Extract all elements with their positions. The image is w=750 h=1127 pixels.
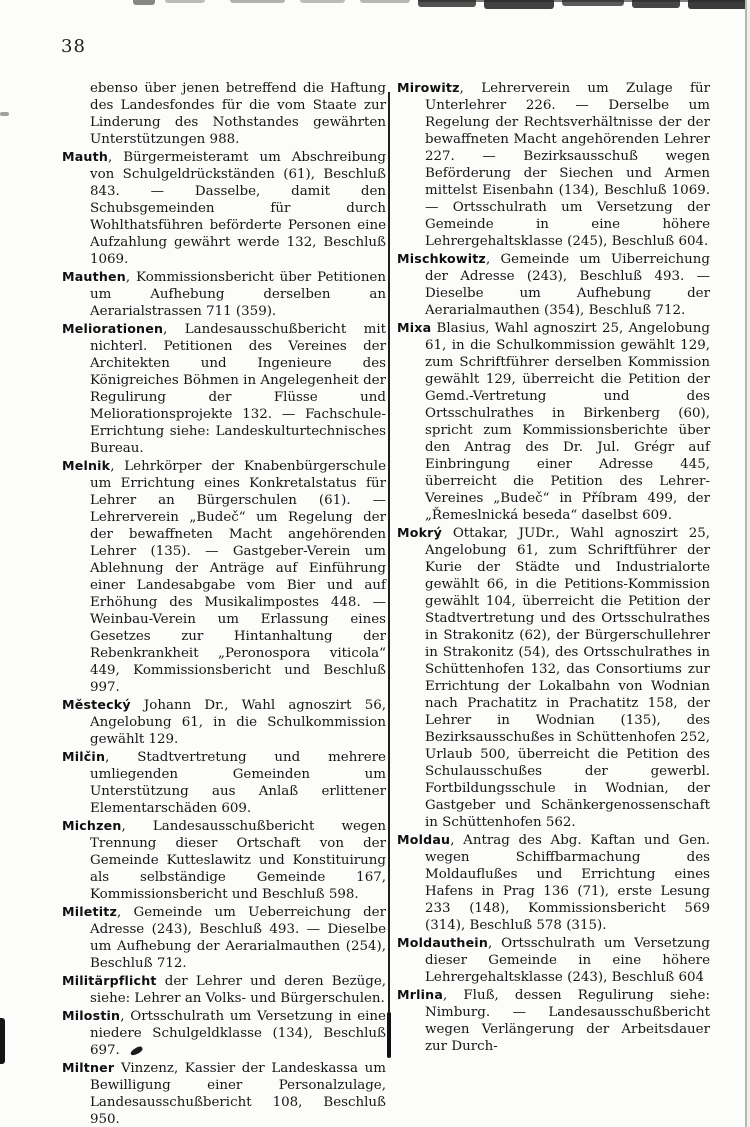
- scan-artifact: [300, 0, 345, 3]
- index-column-left: [62, 79, 386, 1127]
- index-entry: [397, 250, 710, 319]
- entry-text: , Lehrkörper der Knabenbürgerschule um Errichtung eines Konkretalstatus für Lehrer an Bürgerschulen (61). — Lehrerverein „Budeč“ um Regelung der der bewaffneten Macht angehörenden Lehrer (135). — Gastgeber-Verein um Ablehnung der Anträge auf Einführung einer Landesabgabe vom Bier und auf Erhöhung des Musikalimpostes 448. — Weinbau-Verein um Erlassung eines Gesetzes zur Hintanhaltung der Rebenkrankheit „Peronospora viticola“ 449, Kommissionsbericht und Beschluß 997.: [90, 459, 386, 695]
- entry-headword: Militärpflicht: [62, 973, 157, 988]
- entry-headword: Mixa: [397, 320, 432, 335]
- scan-artifact: [230, 0, 285, 3]
- entry-text: , Ortsschulrath um Versetzung in eine niedere Schulgeldklasse (134), Beschluß 697.: [90, 1009, 386, 1058]
- entry-headword: Mrlina: [397, 987, 444, 1002]
- entry-text: , Ortsschulrath um Versetzung dieser Gemeinde in eine höhere Lehrergehaltsklasse (243), Beschluß 604: [425, 936, 710, 985]
- entry-headword: Mokrý: [397, 525, 442, 540]
- entry-headword: Městecký: [62, 697, 131, 712]
- scan-artifact: [360, 0, 410, 3]
- entry-text: , Kommissionsbericht über Petitionen um Aufhebung derselben an Aerarialstrassen 711 (359).: [90, 270, 386, 319]
- entry-text: , Antrag des Abg. Kaftan und Gen. wegen Schiffbarmachung des Moldauflußes und Errichtung eines Hafens in Prag 136 (71), erste Lesung 233 (148), Kommissionsbericht 569 (314), Beschluß 578 (315).: [425, 833, 710, 933]
- index-entry: [62, 457, 386, 696]
- entry-headword: Mauthen: [62, 269, 126, 284]
- entry-text: , Fluß, dessen Regulirung siehe: Nimburg. — Landesausschußbericht wegen Verlängerung der Arbeitsdauer zur Durch-: [425, 988, 710, 1054]
- column-divider-foot: [387, 1012, 391, 1058]
- entry-headword: Moldau: [397, 832, 451, 847]
- index-entry: [397, 79, 710, 250]
- index-entry: [397, 524, 710, 831]
- entry-headword: Mischkowitz: [397, 251, 486, 266]
- scan-artifact: [418, 0, 750, 2]
- entry-text: , Bürgermeisteramt um Abschreibung von Schulgeldrückständen (61), Beschluß 843. — Dasselbe, damit den Schubsgemeinden für durch Wohlthatsführen beförderte Personen eine Aufzahlung gewährt werde 132, Beschluß 1069.: [90, 150, 386, 267]
- index-entry: [62, 817, 386, 903]
- entry-headword: Miletitz: [62, 904, 117, 919]
- entry-text: der Lehrer und deren Bezüge, siehe: Lehrer an Volks- und Bürgerschulen.: [90, 974, 386, 1006]
- index-entry: [62, 1007, 386, 1059]
- entry-headword: Meliorationen: [62, 321, 164, 336]
- scan-artifact: [165, 0, 205, 3]
- page-edge-line: [745, 0, 747, 1127]
- entry-headword: Milostin: [62, 1008, 121, 1023]
- page-number: 38: [61, 36, 86, 57]
- index-column-right: [397, 79, 710, 1055]
- index-entry: [62, 748, 386, 817]
- index-entry: [62, 1059, 386, 1127]
- index-entry: [62, 903, 386, 972]
- entry-headword: Moldauthein: [397, 935, 488, 950]
- entry-text: Johann Dr., Wahl agnoszirt 56, Angelobung 61, in die Schulkommission gewählt 129.: [90, 698, 386, 747]
- entry-headword: Miltner: [62, 1060, 115, 1075]
- index-entry: [62, 148, 386, 268]
- index-entry: [397, 831, 710, 934]
- index-entry: [62, 972, 386, 1007]
- entry-text: Vinzenz, Kassier der Landeskassa um Bewilligung einer Personalzulage, Landesausschußbericht 108, Beschluß 950.: [90, 1061, 386, 1127]
- entry-text: , Stadtvertretung und mehrere umliegenden Gemeinden um Unterstützung aus Anlaß erlittener Elementarschäden 609.: [90, 750, 386, 816]
- left-margin-mark: [0, 112, 9, 116]
- entry-text: , Gemeinde um Ueberreichung der Adresse (243), Beschluß 493. — Dieselbe um Aufhebung der Aerarialmauthen (254), Beschluß 712.: [90, 905, 386, 971]
- left-edge-scan-bar: [0, 1018, 5, 1064]
- index-entry: [397, 934, 710, 986]
- entry-text: , Gemeinde um Uiberreichung der Adresse (243), Beschluß 493. — Dieselbe um Aufhebung der Aerarialmauthen (354), Beschluß 712.: [425, 252, 710, 318]
- entry-text: , Landesausschußbericht wegen Trennung dieser Ortschaft von der Gemeinde Kutteslawitz und Konstituirung als selbständige Gemeinde 167, Kommissionsbericht und Beschluß 598.: [90, 819, 386, 902]
- scan-artifact: [133, 0, 155, 5]
- index-entry: [397, 986, 710, 1055]
- column-divider-rule: [388, 92, 390, 1016]
- entry-headword: Milčin: [62, 749, 106, 764]
- entry-headword: Michzen: [62, 818, 122, 833]
- index-entry: [62, 320, 386, 457]
- entry-headword: Mauth: [62, 149, 108, 164]
- entry-text: ebenso über jenen betreffend die Haftung des Landesfondes für die vom Staate zur Linderung des Nothstandes gewährten Unterstützungen 988.: [90, 81, 386, 147]
- entry-headword: Melnik: [62, 458, 111, 473]
- entry-text: Blasius, Wahl agnoszirt 25, Angelobung 61, in die Schulkommission gewählt 129, zum Schriftführer derselben Kommission gewählt 129, überreicht die Petition der Gemd.-Vertretung und des Ortsschulrathes in Birkenberg (60), spricht zum Kommissionsberichte über den Antrag des Dr. Jul. Grégr auf Einbringung einer Adresse 445, überreicht die Petition des Lehrer-Vereines „Budeč“ in Příbram 499, der „Řemeslnická beseda“ daselbst 609.: [425, 321, 710, 523]
- entry-text: , Landesausschußbericht mit nichterl. Petitionen des Vereines der Architekten und Ingenieure des Königreiches Böhmen in Angelegenheit der Regulirung der Flüsse und Meliorationsprojekte 132. — Fachschule-Errichtung siehe: Landeskulturtechnisches Bureau.: [90, 322, 386, 456]
- index-entry: [397, 319, 710, 524]
- entry-text: , Lehrerverein um Zulage für Unterlehrer 226. — Derselbe um Regelung der Rechtsverhältnisse der der bewaffneten Macht angehörenden Lehrer 227. — Bezirksausschuß wegen Beförderung der Siechen und Armen mittelst Eisenbahn (134), Beschluß 1069. — Ortsschulrath um Versetzung der Gemeinde in eine höhere Lehrergehaltsklasse (245), Beschluß 604.: [425, 81, 710, 249]
- entry-text: Ottakar, JUDr., Wahl agnoszirt 25, Angelobung 61, zum Schriftführer der Kurie der Städte und Industrialorte gewählt 66, in die Petitions-Kommission gewählt 104, überreicht die Petition der Stadtvertretung und des Ortsschulrathes in Strakonitz (62), der Bürgerschullehrer in Strakonitz (54), des Ortsschulrathes in Schüttenhofen 132, das Consortiums zur Errichtung der Lokalbahn von Wodnian nach Prachatitz in Prachatitz 158, der Lehrer in Wodnian (135), des Bezirksausschußes in Schüttenhofen 252, Urlaub 500, überreicht die Petition des Schulausschußes der gewerbl. Fortbildungsschule in Wodnian, der Gastgeber und Schänkergenossenschaft in Schüttenhofen 562.: [425, 526, 710, 830]
- index-entry: [62, 79, 386, 148]
- index-entry: [62, 696, 386, 748]
- index-entry: [62, 268, 386, 320]
- entry-headword: Mirowitz: [397, 80, 460, 95]
